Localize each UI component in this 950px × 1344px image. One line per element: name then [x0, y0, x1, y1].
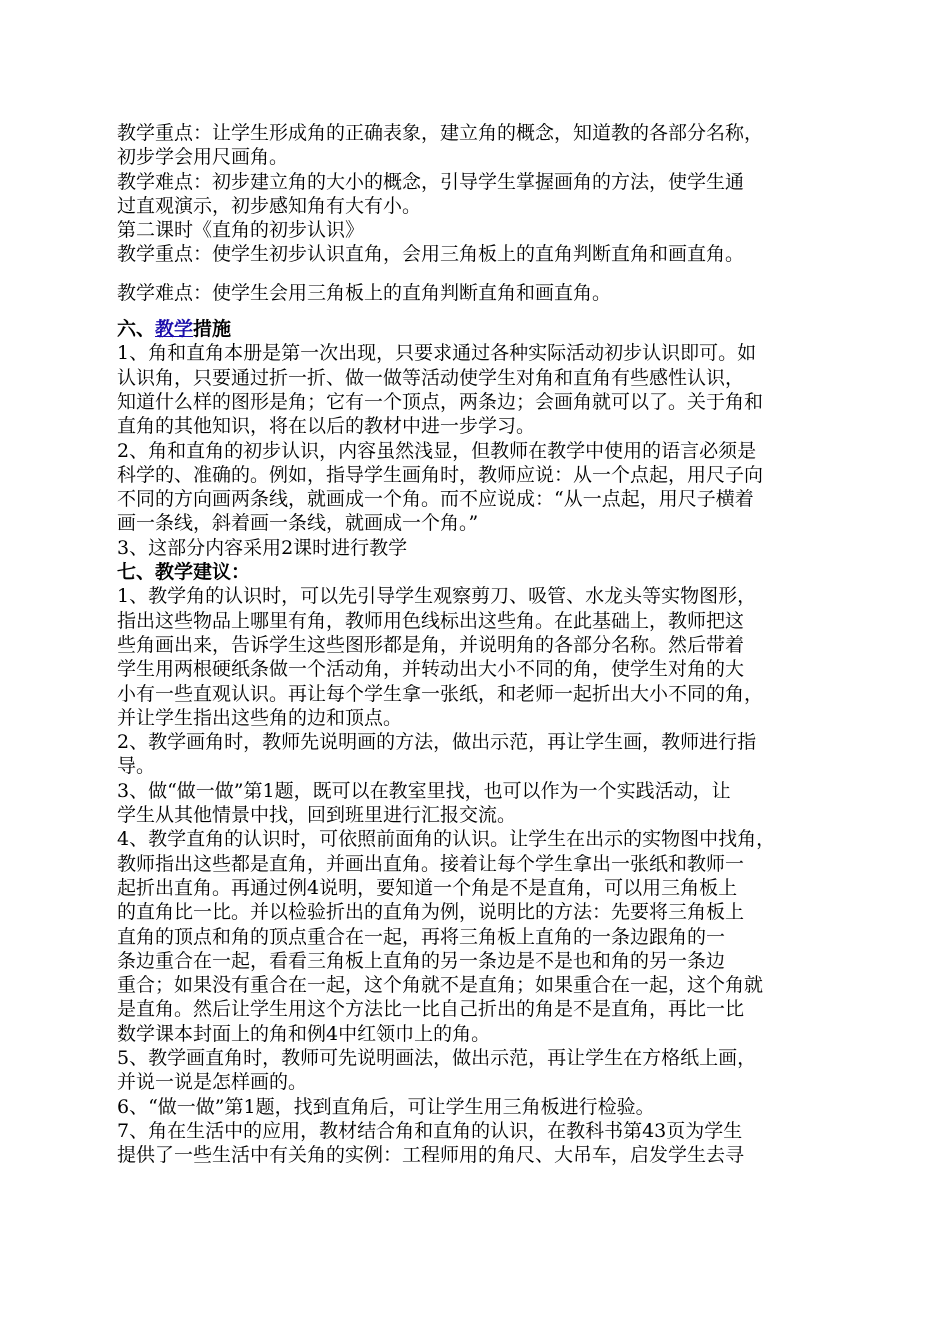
paragraph-block-4 — [117, 584, 839, 1167]
paragraph-line: 过直观演示，初步感知角有大有小。 — [117, 194, 422, 217]
document-page — [117, 121, 839, 1167]
paragraph-line: 条边重合在一起，看看三角板上直角的另一条边是不是也和角的另一条边 — [117, 949, 726, 972]
paragraph-line: 1、角和直角本册是第一次出现，只要求通过各种实际活动初步认识即可。如 — [117, 342, 757, 365]
paragraph-line: 些角画出来，告诉学生这些图形都是角，并说明角的各部分名称。然后带着 — [117, 633, 745, 656]
paragraph-line: 第二课时《直角的初步认识》 — [117, 219, 365, 242]
teaching-link[interactable]: 教学 — [155, 318, 194, 341]
spacer — [117, 305, 839, 317]
paragraph-line: 数学课本封面上的角和例4中红领巾上的角。 — [117, 1022, 491, 1045]
paragraph-line: 并让学生指出这些角的边和顶点。 — [117, 706, 403, 729]
paragraph-line: 3、这部分内容采用2课时进行教学 — [117, 536, 408, 559]
paragraph-line: 起折出直角。再通过例4说明，要知道一个角是不是直角，可以用三角板上 — [117, 876, 738, 899]
heading-suffix: 措施 — [193, 318, 232, 341]
paragraph-line: 直角的其他知识，将在以后的教材中进一步学习。 — [117, 415, 536, 438]
paragraph-line: 教师指出这些都是直角，并画出直角。接着让每个学生拿出一张纸和教师一 — [117, 852, 745, 875]
paragraph-line: 5、教学画直角时，教师可先说明画法，做出示范，再让学生在方格纸上画， — [117, 1046, 757, 1069]
paragraph-line: 直角的顶点和角的顶点重合在一起，再将三角板上直角的一条边跟角的一 — [117, 925, 726, 948]
section-heading-7: 七、教学建议： — [117, 561, 251, 584]
paragraph-line: 1、教学角的认识时，可以先引导学生观察剪刀、吸管、水龙头等实物图形， — [117, 585, 757, 608]
paragraph-line: 重合；如果没有重合在一起，这个角就不是直角；如果重合在一起，这个角就 — [117, 974, 764, 997]
section-heading-6 — [117, 317, 839, 341]
paragraph-line: 不同的方向画两条线，就画成一个角。而不应说成：“从一点起，用尺子横着 — [117, 488, 754, 511]
paragraph-line: 6、“做一做”第1题，找到直角后，可让学生用三角板进行检验。 — [117, 1095, 655, 1118]
paragraph-line: 4、教学直角的认识时，可依照前面角的认识。让学生在出示的实物图中找角， — [117, 828, 776, 851]
paragraph-block-3 — [117, 341, 839, 560]
paragraph-line: 的直角比一比。并以检验折出的直角为例，说明比的方法：先要将三角板上 — [117, 901, 745, 924]
paragraph-line: 教学重点：使学生初步认识直角，会用三角板上的直角判断直角和画直角。 — [117, 243, 745, 266]
paragraph-line: 教学难点：使学生会用三角板上的直角判断直角和画直角。 — [117, 281, 612, 304]
paragraph-line: 3、做“做一做”第1题，既可以在教室里找，也可以作为一个实践活动，让 — [117, 779, 731, 802]
paragraph-line: 是直角。然后让学生用这个方法比一比自己折出的角是不是直角，再比一比 — [117, 998, 745, 1021]
paragraph-line: 科学的、准确的。例如，指导学生画角时，教师应说：从一个点起，用尺子向 — [117, 463, 764, 486]
paragraph-line: 提供了一些生活中有关角的实例：工程师用的角尺、大吊车，启发学生去寻 — [117, 1144, 745, 1167]
paragraph-line: 2、角和直角的初步认识，内容虽然浅显，但教师在教学中使用的语言必须是 — [117, 439, 757, 462]
spacer — [117, 267, 839, 281]
paragraph-line: 7、角在生活中的应用，教材结合角和直角的认识，在教科书第43页为学生 — [117, 1119, 743, 1142]
paragraph-line: 指出这些物品上哪里有角，教师用色线标出这些角。在此基础上，教师把这 — [117, 609, 745, 632]
heading-prefix: 六、 — [117, 318, 156, 341]
paragraph-line: 学生用两根硬纸条做一个活动角，并转动出大小不同的角，使学生对角的大 — [117, 658, 745, 681]
paragraph-line: 知道什么样的图形是角；它有一个顶点，两条边；会画角就可以了。关于角和 — [117, 390, 764, 413]
paragraph-line: 小有一些直观认识。再让每个学生拿一张纸，和老师一起折出大小不同的角， — [117, 682, 764, 705]
paragraph-line: 导。 — [117, 755, 156, 778]
paragraph-line: 教学重点：让学生形成角的正确表象，建立角的概念，知道教的各部分名称， — [117, 122, 764, 144]
paragraph-line: 认识角，只要通过折一折、做一做等活动使学生对角和直角有些感性认识， — [117, 366, 745, 389]
paragraph-line: 教学难点：初步建立角的大小的概念，引导学生掌握画角的方法，使学生通 — [117, 170, 745, 193]
paragraph-line: 2、教学画角时，教师先说明画的方法，做出示范，再让学生画，教师进行指 — [117, 731, 757, 754]
paragraph-line: 学生从其他情景中找，回到班里进行汇报交流。 — [117, 804, 517, 827]
paragraph-line: 画一条线，斜着画一条线，就画成一个角。” — [117, 512, 479, 535]
paragraph-line: 初步学会用尺画角。 — [117, 146, 289, 169]
paragraph-block-1 — [117, 121, 839, 267]
paragraph-line: 并说一说是怎样画的。 — [117, 1071, 308, 1094]
